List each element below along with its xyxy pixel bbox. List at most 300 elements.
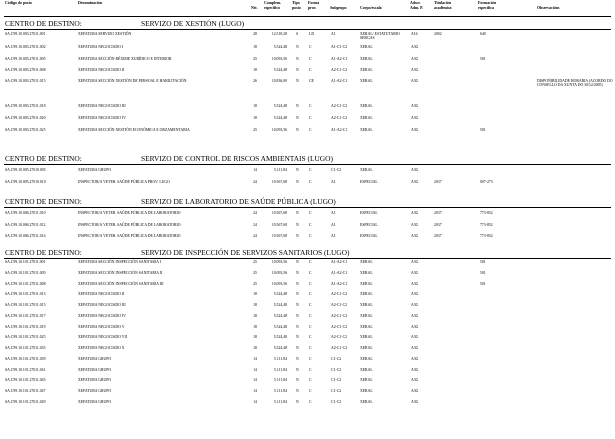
cell-code: SA.C99.10.003.27011.018 — [5, 104, 46, 108]
cell-code: SA.C99.10.003.27011.005 — [5, 57, 46, 61]
section-heading — [0, 152, 615, 164]
table-row — [0, 45, 615, 55]
cell-adsc: A3G — [411, 399, 419, 404]
cell-titu: 2037 — [434, 211, 442, 215]
cell-corpo: XERAL — [360, 128, 373, 132]
cell-forma: LD — [309, 32, 315, 36]
cell-form: 501 — [480, 128, 486, 132]
cell-corpo: XERAL — [360, 356, 373, 361]
cell-code: SA.C99.10.101.27011.049 — [5, 399, 46, 404]
cell-den: XEFATURA SECCIÓN INSPECCIÓN SANITARIA II — [78, 270, 163, 275]
cell-titu: 2037 — [434, 234, 442, 238]
cell-comp: 10.567,68 — [271, 234, 287, 238]
cell-sub: A2-C1-C2 — [331, 292, 348, 297]
cell-tipo: N — [296, 335, 299, 340]
cell-code: SA.C99.10.101.27011.035 — [5, 346, 46, 350]
cell-adsc: A3G — [411, 234, 419, 238]
cell-forma: CE — [309, 79, 314, 83]
cell-code: SA.C99.10.003.27011.002 — [5, 45, 46, 49]
cell-code: SA.C99.10.003.27011.008 — [5, 68, 46, 72]
cell-titu: 2037 — [434, 222, 442, 227]
cell-sub: A1 — [331, 222, 336, 227]
cell-corpo: XERAL — [360, 378, 373, 383]
section-label: CENTRO DE DESTINO: — [5, 154, 82, 163]
cell-adsc: A3G — [411, 346, 419, 350]
cell-sub: A1-A2-C1 — [331, 260, 348, 264]
table-row — [0, 260, 615, 270]
header-corpo: Corpo/escala — [360, 6, 382, 10]
cell-niv: 18 — [253, 324, 257, 329]
cell-adsc: A3G — [411, 222, 419, 227]
cell-corpo: XERAL — [360, 324, 373, 329]
cell-code: SA.C99.10.101.27011.019 — [5, 324, 46, 329]
cell-tipo: N — [296, 57, 299, 61]
cell-corpo: ESPECIAL — [360, 222, 378, 227]
cell-comp: 5.524,48 — [273, 116, 287, 120]
table-row — [0, 180, 615, 190]
header-complem-2: específico — [264, 5, 280, 10]
cell-adsc: A3G — [411, 303, 419, 307]
cell-tipo: N — [296, 356, 299, 361]
cell-forma: C — [309, 116, 312, 120]
table-row — [0, 271, 615, 281]
cell-tipo: N — [296, 128, 299, 132]
cell-corpo: XERAL — [360, 389, 373, 393]
header-niv: Niv. — [251, 6, 258, 10]
cell-code: SA.C99.10.101.27011.025 — [5, 335, 46, 340]
cell-sub: A1-C1-C2 — [331, 45, 348, 49]
cell-corpo: XERAL/ ESTATUTARIO SERGAS — [360, 32, 400, 41]
cell-sub: C1-C2 — [331, 378, 342, 383]
cell-forma: C — [309, 292, 312, 297]
cell-titu: 2037 — [434, 179, 442, 184]
cell-tipo: N — [296, 104, 299, 108]
cell-tipo: N — [296, 234, 299, 238]
header-adscr-1: Adscr. — [410, 1, 421, 5]
cell-den: XEFATURA GRUPO — [78, 367, 112, 372]
section-rule — [4, 164, 611, 165]
cell-comp: 5.111,84 — [273, 389, 287, 393]
cell-adsc: A3G — [411, 260, 419, 264]
cell-sub: A2-C1-C2 — [331, 68, 348, 72]
cell-comp: 5.524,48 — [273, 324, 287, 329]
header-codigo: Código do posto — [5, 1, 32, 5]
table-row — [0, 325, 615, 335]
section-title: SERVIZO DE CONTROL DE RISCOS AMBIENTAIS (LUGO) — [141, 154, 333, 163]
cell-comp: 5.111,84 — [273, 168, 287, 172]
cell-adsc: A3G — [411, 116, 419, 120]
section-rule — [4, 207, 611, 208]
cell-tipo: S — [296, 32, 299, 36]
cell-adsc: A3G — [411, 270, 419, 275]
cell-den: XEFATURA NEGOCIADO I — [78, 45, 124, 49]
table-row — [0, 116, 615, 126]
header-tipo-2: posto — [292, 5, 301, 10]
cell-comp: 5.111,84 — [273, 399, 287, 404]
cell-forma: C — [309, 399, 312, 404]
cell-corpo: XERAL — [360, 79, 373, 83]
table-row — [0, 223, 615, 233]
cell-corpo: XERAL — [360, 260, 373, 264]
table-row — [0, 314, 615, 324]
cell-sub: A2-C1-C2 — [331, 313, 348, 318]
cell-den: XEFATURA NEGOCIADO II — [78, 292, 125, 297]
cell-adsc: A3G — [411, 68, 419, 72]
cell-comp: 10.567,68 — [271, 222, 287, 227]
header-observacions: Observacións — [537, 6, 560, 10]
cell-form: 501 — [480, 281, 486, 286]
table-row — [0, 234, 615, 244]
cell-den: XEFATURA SECCIÓN INSPECCIÓN SANITARIA III — [78, 281, 164, 286]
cell-code: SA.C99.10.101.27011.008 — [5, 281, 46, 286]
cell-sub: A2-C1-C2 — [331, 346, 348, 350]
cell-niv: 26 — [253, 79, 257, 83]
cell-tipo: N — [296, 79, 299, 83]
cell-comp: 10.093,56 — [271, 128, 287, 132]
section-label: CENTRO DE DESTINO: — [5, 248, 82, 257]
header-adscr — [410, 1, 423, 10]
cell-corpo: XERAL — [360, 292, 373, 297]
section-heading — [0, 246, 615, 258]
cell-tipo: N — [296, 116, 299, 120]
cell-code: SA.C99.10.005.27010.005 — [5, 168, 46, 172]
cell-den: XEFATURA NEGOCIADO III — [78, 104, 126, 108]
cell-corpo: XERAL — [360, 104, 373, 108]
table-row — [0, 292, 615, 302]
header-titulacion-1: Titulación — [434, 1, 452, 5]
header-titulacion-2: académica — [434, 5, 452, 10]
cell-sub: C1-C2 — [331, 367, 342, 372]
table-row — [0, 368, 615, 378]
cell-tipo: N — [296, 179, 299, 184]
cell-comp: 10.093,56 — [271, 270, 287, 275]
cell-form: 007-273 — [480, 179, 493, 184]
cell-sub: A1-A2-C1 — [331, 128, 348, 132]
cell-forma: C — [309, 324, 312, 329]
cell-comp: 5.524,48 — [273, 292, 287, 297]
cell-adsc: A3G — [411, 292, 419, 297]
cell-niv: 18 — [253, 116, 257, 120]
cell-niv: 14 — [253, 378, 257, 383]
cell-comp: 5.524,48 — [273, 346, 287, 350]
cell-corpo: XERAL — [360, 303, 373, 307]
header-adscr-2: Adm. P. — [410, 5, 424, 10]
cell-comp: 10.093,56 — [271, 260, 287, 264]
cell-den: XEFATURA SECCIÓN XESTIÓN ECONÓMICA E ORZAMENTARIA — [78, 128, 190, 132]
cell-tipo: N — [296, 292, 299, 297]
cell-tipo: N — [296, 211, 299, 215]
cell-sub: A1-A2-C1 — [331, 270, 348, 275]
cell-den: XEFATURA GRUPO — [78, 399, 112, 404]
header-tipo-1: Tipo — [292, 1, 300, 5]
cell-tipo: N — [296, 399, 299, 404]
cell-niv: 14 — [253, 389, 257, 393]
cell-den: INSPECTOR/A VETER. SAÚDE PÚBLICA DE LABORATORIO — [78, 234, 181, 238]
cell-code: SA.C99.10.101.27011.045 — [5, 378, 46, 383]
cell-niv: 18 — [253, 303, 257, 307]
cell-tipo: N — [296, 313, 299, 318]
header-forma-2: prov. — [308, 5, 317, 10]
cell-tipo: N — [296, 324, 299, 329]
header-formacion — [478, 1, 496, 10]
cell-comp: 10.093,56 — [271, 281, 287, 286]
cell-tipo: N — [296, 367, 299, 372]
cell-niv: 14 — [253, 168, 257, 172]
cell-corpo: XERAL — [360, 57, 373, 61]
cell-sub: A2-C1-C2 — [331, 324, 348, 329]
cell-corpo: XERAL — [360, 367, 373, 372]
cell-den: XEFATURA GRUPO — [78, 378, 112, 383]
cell-den: XEFATURA NEGOCIADO IV — [78, 313, 126, 318]
table-row — [0, 57, 615, 67]
cell-adsc: A3G — [411, 378, 419, 383]
cell-forma: C — [309, 234, 312, 238]
cell-adsc: A3G — [411, 57, 419, 61]
cell-adsc: A3G — [411, 389, 419, 393]
cell-adsc: A3G — [411, 45, 419, 49]
cell-sub: A1-A2-C1 — [331, 281, 348, 286]
header-formacion-1: Formación — [478, 1, 497, 5]
cell-niv: 18 — [253, 335, 257, 340]
cell-sub: C1-C2 — [331, 356, 342, 361]
cell-form: 773-852 — [480, 211, 493, 215]
cell-sub: A2-C1-C2 — [331, 335, 348, 340]
cell-forma: C — [309, 303, 312, 307]
table-row — [0, 303, 615, 313]
table-row — [0, 335, 615, 345]
cell-forma: C — [309, 128, 312, 132]
header-subgrupo: Subgrupo — [330, 6, 347, 10]
cell-tipo: N — [296, 45, 299, 49]
cell-forma: C — [309, 179, 312, 184]
header-complem — [264, 1, 281, 10]
cell-code: SA.C99.10.006.27011.014 — [5, 234, 46, 238]
table-header — [0, 0, 615, 16]
cell-sub: C1-C2 — [331, 399, 342, 404]
cell-corpo: ESPECIAL — [360, 179, 378, 184]
cell-tipo: N — [296, 270, 299, 275]
cell-niv: 14 — [253, 367, 257, 372]
table-row — [0, 357, 615, 367]
cell-form: 501 — [480, 270, 486, 275]
cell-sub: A1-A2-C1 — [331, 79, 348, 83]
cell-titu: 2002 — [434, 32, 442, 36]
cell-comp: 5.111,84 — [273, 356, 287, 361]
cell-niv: 24 — [253, 222, 257, 227]
cell-adsc: A3G — [411, 211, 419, 215]
cell-comp: 5.524,48 — [273, 335, 287, 340]
cell-comp: 10.567,68 — [271, 211, 287, 215]
cell-adsc: A3G — [411, 367, 419, 372]
cell-tipo: N — [296, 346, 299, 350]
cell-comp: 5.524,48 — [273, 45, 287, 49]
cell-forma: C — [309, 260, 312, 264]
header-formacion-2: específica — [478, 5, 494, 10]
cell-adsc: A3G — [411, 168, 419, 172]
cell-den: XEFATURA GRUPO — [78, 168, 112, 172]
cell-corpo: XERAL — [360, 68, 373, 72]
cell-corpo: XERAL — [360, 313, 373, 318]
cell-form: 773-852 — [480, 222, 493, 227]
cell-tipo: N — [296, 68, 299, 72]
cell-forma: C — [309, 45, 312, 49]
cell-den: XEFATURA NEGOCIADO V — [78, 324, 125, 329]
cell-niv: 25 — [253, 128, 257, 132]
cell-adsc: A3G — [411, 335, 419, 340]
cell-sub: A1 — [331, 234, 336, 238]
cell-tipo: N — [296, 303, 299, 307]
cell-adsc: A3G — [411, 313, 419, 318]
cell-sub: A1 — [331, 179, 336, 184]
table-row — [0, 32, 615, 42]
cell-den: XEFATURA SERVIZO XESTIÓN — [78, 32, 132, 36]
cell-forma: C — [309, 270, 312, 275]
cell-obs: DISPOÑIBILIDADE HORARIA (ACORDO DO CONSELLO DA XUNTA DO 30/12/2005) — [537, 79, 613, 88]
cell-forma: C — [309, 313, 312, 318]
cell-niv: 18 — [253, 292, 257, 297]
section-rule — [4, 29, 611, 30]
section-label: CENTRO DE DESTINO: — [5, 19, 82, 28]
section-title: SERVIZO DE LABORATORIO DE SAÚDE PÚBLICA (LUGO) — [141, 197, 336, 206]
cell-niv: 14 — [253, 399, 257, 404]
cell-sub: A2-C1-C2 — [331, 116, 348, 120]
cell-forma: C — [309, 211, 312, 215]
cell-forma: C — [309, 281, 312, 286]
cell-forma: C — [309, 222, 312, 227]
cell-form: 501 — [480, 57, 486, 61]
cell-comp: 5.111,84 — [273, 378, 287, 383]
cell-forma: C — [309, 335, 312, 340]
cell-adsc: A3G — [411, 79, 419, 83]
cell-forma: C — [309, 57, 312, 61]
cell-code: SA.C99.10.101.27011.041 — [5, 367, 46, 372]
cell-corpo: ESPECIAL — [360, 211, 378, 215]
cell-adsc: A3G — [411, 128, 419, 132]
cell-niv: 18 — [253, 104, 257, 108]
section-title: SERVIZO DE INSPECCIÓN DE SERVIZOS SANITARIOS (LUGO) — [141, 248, 350, 257]
cell-sub: C1-C2 — [331, 389, 342, 393]
cell-code: SA.C99.10.005.27010.010 — [5, 179, 46, 184]
table-row — [0, 346, 615, 356]
cell-code: SA.C99.10.101.27011.017 — [5, 313, 46, 318]
cell-forma: C — [309, 104, 312, 108]
cell-corpo: XERAL — [360, 116, 373, 120]
cell-niv: 18 — [253, 346, 257, 350]
cell-comp: 5.524,48 — [273, 313, 287, 318]
cell-sub: C1-C2 — [331, 168, 342, 172]
cell-corpo: XERAL — [360, 335, 373, 340]
cell-niv: 25 — [253, 281, 257, 286]
cell-adsc: A3G — [411, 356, 419, 361]
cell-forma: C — [309, 367, 312, 372]
cell-form: 640 — [480, 32, 486, 36]
cell-den: INSPECTOR/A VETER. SAÚDE PÚBLICA DE LABORATORIO — [78, 222, 181, 227]
cell-den: INSPECTOR/A VETER. SAÚDE PÚBLICA PROV. LUGO — [78, 179, 170, 184]
cell-den: XEFATURA SECCIÓN XESTIÓN DE PERSOAL E HABILITACIÓN — [78, 79, 187, 83]
cell-den: INSPECTOR/A VETER. SAÚDE PÚBLICA DE LABORATORIO — [78, 211, 181, 215]
section-title: SERVIZO DE XESTIÓN (LUGO) — [141, 19, 245, 28]
cell-forma: C — [309, 389, 312, 393]
cell-tipo: N — [296, 389, 299, 393]
cell-niv: 25 — [253, 57, 257, 61]
cell-niv: 18 — [253, 45, 257, 49]
cell-corpo: XERAL — [360, 346, 373, 350]
table-row — [0, 79, 615, 89]
cell-forma: C — [309, 168, 312, 172]
cell-code: SA.C99.10.003.27011.025 — [5, 128, 46, 132]
cell-tipo: N — [296, 260, 299, 264]
table-row — [0, 211, 615, 221]
cell-niv: 14 — [253, 356, 257, 361]
cell-adsc: A16 — [411, 32, 418, 36]
cell-niv: 24 — [253, 211, 257, 215]
cell-niv: 24 — [253, 179, 257, 184]
cell-comp: 5.111,84 — [273, 367, 287, 372]
cell-tipo: N — [296, 222, 299, 227]
cell-forma: C — [309, 346, 312, 350]
header-denominacion: Denominación — [78, 1, 102, 5]
cell-corpo: ESPECIAL — [360, 234, 378, 238]
cell-den: XEFATURA SECCIÓN INSPECCIÓN SANITARIA I — [78, 260, 161, 264]
cell-sub: A2-C1-C2 — [331, 104, 348, 108]
cell-code: SA.C99.10.101.27011.005 — [5, 270, 46, 275]
cell-comp: 10.093,56 — [271, 57, 287, 61]
cell-comp: 5.524,48 — [273, 68, 287, 72]
cell-sub: A1 — [331, 211, 336, 215]
table-row — [0, 128, 615, 138]
cell-adsc: A3G — [411, 281, 419, 286]
cell-code: SA.C99.10.003.27011.001 — [5, 32, 46, 36]
cell-sub: A1-A2-C1 — [331, 57, 348, 61]
cell-sub: A1 — [331, 32, 336, 36]
cell-adsc: A3G — [411, 324, 419, 329]
cell-corpo: XERAL — [360, 270, 373, 275]
cell-den: XEFATURA NEGOCIADO IV — [78, 116, 126, 120]
cell-adsc: A3G — [411, 104, 419, 108]
cell-den: XEFATURA GRUPO — [78, 389, 112, 393]
cell-forma: C — [309, 356, 312, 361]
cell-comp: 5.524,48 — [273, 303, 287, 307]
header-complem-1: Complem. — [264, 1, 282, 5]
cell-corpo: XERAL — [360, 168, 373, 172]
cell-niv: 24 — [253, 234, 257, 238]
cell-code: SA.C99.10.006.27011.012 — [5, 222, 46, 227]
cell-code: SA.C99.10.003.27011.020 — [5, 116, 46, 120]
cell-niv: 18 — [253, 68, 257, 72]
header-forma — [308, 1, 319, 10]
cell-den: XEFATURA NEGOCIADO III — [78, 303, 126, 307]
cell-forma: C — [309, 68, 312, 72]
cell-niv: 28 — [253, 32, 257, 36]
section-heading — [0, 17, 615, 29]
cell-niv: 18 — [253, 313, 257, 318]
cell-code: SA.C99.10.101.27011.013 — [5, 292, 46, 297]
cell-tipo: N — [296, 378, 299, 383]
header-titulacion — [434, 1, 452, 10]
cell-adsc: A3G — [411, 179, 419, 184]
cell-den: XEFATURA SECCIÓN RÉXIME XURÍDICO E INTERIOR — [78, 57, 172, 61]
cell-niv: 25 — [253, 260, 257, 264]
cell-corpo: XERAL — [360, 281, 373, 286]
cell-tipo: N — [296, 168, 299, 172]
cell-form: 773-852 — [480, 234, 493, 238]
table-row — [0, 400, 615, 410]
cell-den: XEFATURA NEGOCIADO II — [78, 68, 125, 72]
table-row — [0, 68, 615, 78]
cell-comp: 10.836,00 — [271, 79, 287, 83]
cell-sub: A2-C1-C2 — [331, 303, 348, 307]
header-forma-1: Forma — [308, 1, 320, 5]
